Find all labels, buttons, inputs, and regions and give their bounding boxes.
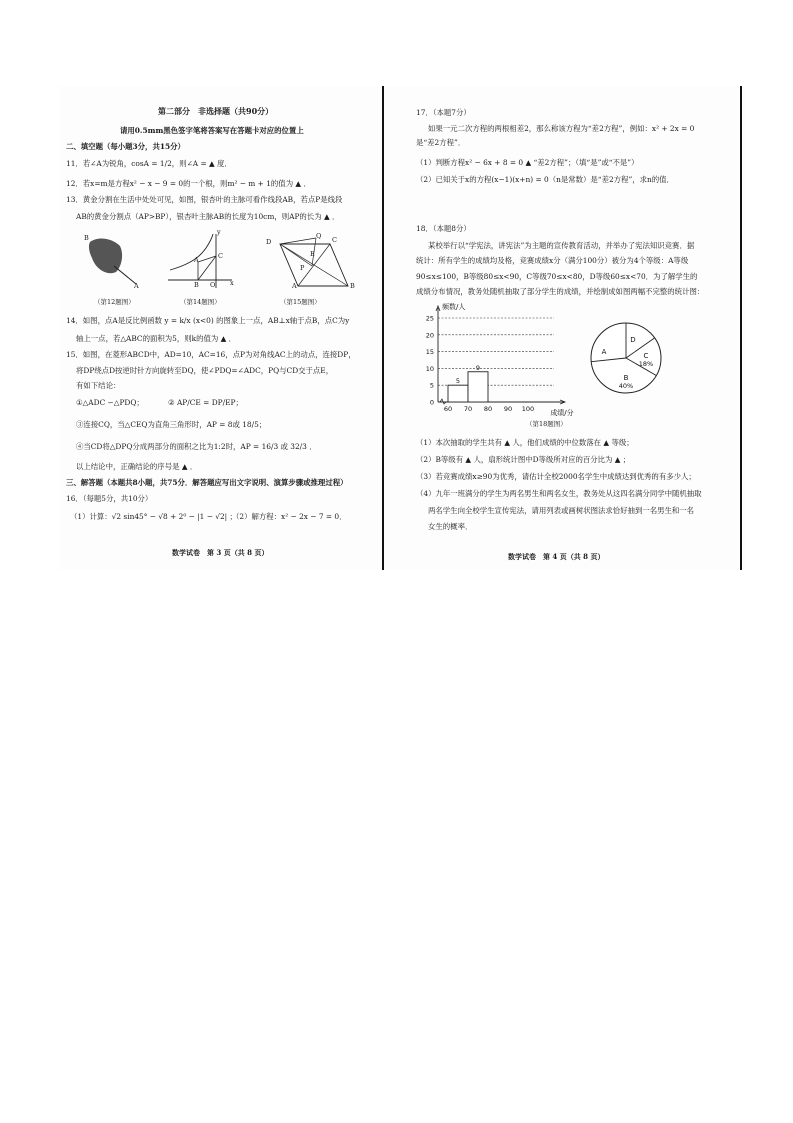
q18-part3: （3）若竞赛成绩x≥90为优秀，请估计全校2000名学生中成绩达到优秀的有多少人； <box>416 472 696 481</box>
fig15-caption: （第15题图） <box>280 298 321 306</box>
hist-axis-break <box>440 399 446 404</box>
hist-x-tick-label: 100 <box>521 405 535 413</box>
q15-line1: 15．如图，在菱形ABCD中，AD=10，AC=16，点P为对角线AC上的动点，连接DP， <box>66 350 356 359</box>
pie-chart <box>588 320 664 396</box>
fig14-caption: （第14题图） <box>180 298 221 306</box>
fig14-label-x: x <box>230 279 234 287</box>
hist-x-tick-label: 90 <box>503 405 513 413</box>
pie-slice-percent: 40% <box>618 382 634 390</box>
hist-x-tick-label: 80 <box>483 405 493 413</box>
right-border <box>740 86 742 570</box>
fill-section-title: 二、填空题（每小题3分，共15分） <box>66 142 185 151</box>
fig15-label-Q: Q <box>316 232 322 240</box>
q15-conclusion-1: ①△ADC ∽△PDQ； <box>76 398 144 407</box>
pie-slice-percent: 18% <box>638 360 654 368</box>
q18-line4: 成绩分布情况，教务处随机抽取了部分学生的成绩，并绘制成如图两幅不完整的统计图： <box>416 287 705 296</box>
q15-line2: 将DP绕点D按逆时针方向旋转至DQ，使∠PDQ=∠ADC，PQ与CD交于点E， <box>76 366 334 375</box>
q15-ending: 以上结论中，正确结论的序号是 ▲ ． <box>76 462 198 471</box>
fig12-label-A: A <box>134 282 139 290</box>
hist-y-tick-label: 15 <box>425 348 434 357</box>
hist-y-axis-label: 频数/人 <box>442 303 466 311</box>
fig18-caption: （第18题图） <box>526 420 567 428</box>
q16-part2: （2）解方程：x² − 2x − 7 = 0． <box>232 512 347 521</box>
fig15-label-C: C <box>332 236 337 244</box>
q17-line2: 是“差2方程”． <box>416 138 466 147</box>
page-divider <box>382 86 384 570</box>
q15-conclusion-3: ③连接CQ，当△CEQ为直角三角形时，AP = 8或 18/5； <box>76 420 267 429</box>
hist-y-tick-label: 0 <box>429 398 434 407</box>
instruction: 请用0.5mm黑色签字笔将答案写在答题卡对应的位置上 <box>120 126 304 135</box>
q15-conclusion-2: ② AP/CE = DP/EP； <box>168 398 243 407</box>
fig12-label-B: B <box>84 234 89 242</box>
q18-line1: 某校举行以“学宪法，讲宪法”为主题的宣传教育活动，并举办了宪法知识竞赛．据 <box>428 241 695 250</box>
page4-footer: 数学试卷 第 4 页（共 8 页） <box>508 552 605 561</box>
fig15-label-B: B <box>350 282 355 290</box>
solve-section-title: 三、解答题（本题共8小题，共75分．解答题应写出文字说明、演算步骤或推理过程） <box>66 478 348 487</box>
pie-slice-label: B <box>623 374 629 382</box>
q18-part1: （1）本次抽取的学生共有 ▲ 人，他们成绩的中位数落在 ▲ 等级； <box>416 438 634 447</box>
fig15-label-E: E <box>310 250 315 258</box>
q18-part4-line2: 两名学生向全校学生宣传宪法，请用列表或画树状图法求恰好抽到一名男生和一名 <box>428 506 695 515</box>
fig15-rhombus <box>272 236 356 294</box>
q18-line3: 90≤x≤100，B等级80≤x<90，C等级70≤x<80，D等级60≤x<70．为了解学生的 <box>416 272 698 281</box>
pie-slice-label: C <box>643 352 649 360</box>
q18: 18．（本题8分） <box>416 224 471 233</box>
q17-line1: 如果一元二次方程的两根相差2，那么称该方程为“差2方程”，例如：x² + 2x = 0 <box>428 124 695 133</box>
page3-footer: 数学试卷 第 3 页（共 8 页） <box>172 548 269 557</box>
page-4 <box>390 86 735 570</box>
q17-part1: （1）判断方程x² − 6x + 8 = 0 ▲ “差2方程”；（填“是”或“不是”） <box>416 158 639 167</box>
hist-x-tick-label: 60 <box>443 405 453 413</box>
hist-y-tick-label: 20 <box>425 331 434 340</box>
fig14-graph <box>164 230 236 292</box>
q14-line2: 轴上一点，若△ABC的面积为5，则k的值为 ▲ ． <box>76 334 237 343</box>
pie-slice-label: D <box>630 336 636 344</box>
pie-slice-label: A <box>601 348 607 356</box>
hist-x-axis-label: 成绩/分 <box>550 409 574 417</box>
fig12-ginkgo-leaf <box>84 234 140 292</box>
fig14-label-B: B <box>194 281 199 289</box>
q18-part2: （2）B等级有 ▲ 人，扇形统计图中D等级所对应的百分比为 ▲ ； <box>416 455 631 464</box>
q18-part4-line1: （4）九年一班满分的学生为两名男生和两名女生，教务处从这四名满分同学中随机抽取 <box>416 489 702 498</box>
fig14-label-A: A <box>194 256 199 264</box>
part-title: 第二部分 非选择题（共90分） <box>158 106 274 116</box>
histogram-chart <box>414 302 584 418</box>
fig14-label-y: y <box>217 228 221 236</box>
q13-line2: AB的黄金分割点（AP>BP），银杏叶主脉AB的长度为10cm，则AP的长为 ▲ ． <box>76 212 340 221</box>
q16: 16．（每题5分，共10分） <box>66 494 153 503</box>
page-3 <box>60 86 380 570</box>
exam-sheet <box>60 86 745 570</box>
q17-part2: （2）已知关于x的方程(x−1)(x+n) = 0（n是常数）是“差2方程”，求n的值． <box>416 175 674 184</box>
fig14-label-O: O <box>210 281 216 289</box>
fig14-label-C: C <box>218 252 223 260</box>
fig15-label-A: A <box>292 282 297 290</box>
q18-part4-line3: 女生的概率． <box>428 522 473 531</box>
hist-y-tick-label: 25 <box>425 314 434 323</box>
hist-bar <box>448 385 468 402</box>
q14-line1: 14．如图，点A是反比例函数 y = k/x (x<0) 的图象上一点，AB⊥x轴于点B，点C为y <box>66 316 350 325</box>
q12: 12．若x=m是方程x² − x − 9 = 0的一个根，则m² − m + 1的值为 ▲ ． <box>66 179 311 188</box>
q17: 17．（本题7分） <box>416 108 471 117</box>
q15-conclusion-4: ④当CD将△DPQ分成两部分的面积之比为1:2时，AP = 16/3 或 32/3 ． <box>76 442 317 451</box>
q13-line1: 13．黄金分割在生活中处处可见，如图，银杏叶的主脉可看作线段AB，若点P是线段 <box>66 195 343 204</box>
fig15-label-D: D <box>266 238 272 246</box>
hist-x-tick-label: 70 <box>463 405 473 413</box>
q16-part1: （1）计算：√2 sin45° − √8 + 2⁰ − |1 − √2| ； <box>70 512 237 521</box>
q18-line2: 统计：所有学生的成绩均及格，竞赛成绩x分（满分100分）被分为4个等级：A等级 <box>416 256 689 265</box>
hist-y-tick-label: 10 <box>425 364 434 373</box>
hist-bar <box>468 372 488 402</box>
fig12-caption: （第12题图） <box>94 298 135 306</box>
hist-bar-value-label: 9 <box>475 363 481 372</box>
hist-bar-value-label: 5 <box>455 377 461 386</box>
q11: 11．若∠A为锐角，cosA = 1/2，则∠A = ▲ 度． <box>66 159 232 168</box>
hist-y-tick-label: 5 <box>429 381 434 390</box>
q15-line3: 有如下结论： <box>76 381 121 390</box>
fig15-label-P: P <box>300 264 305 272</box>
